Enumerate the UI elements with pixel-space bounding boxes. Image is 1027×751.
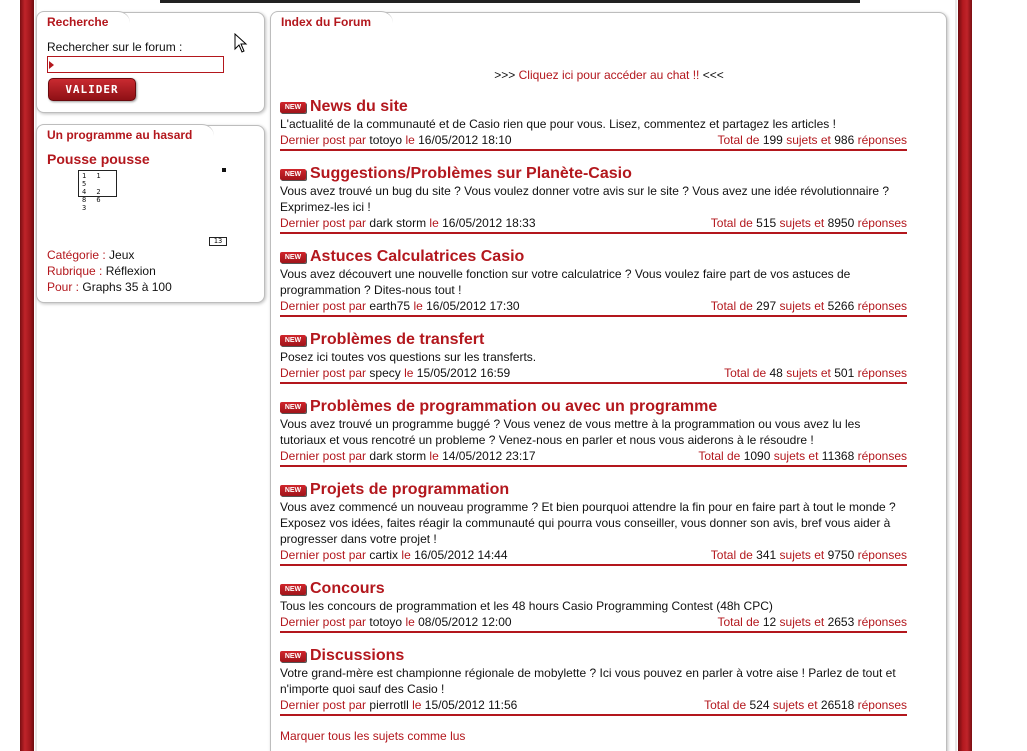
- replies-label: réponses: [857, 299, 907, 313]
- subjects-count: 297: [756, 299, 777, 313]
- last-post-date: 08/05/2012 12:00: [418, 615, 512, 629]
- forum-section-title-link[interactable]: Discussions: [310, 647, 405, 664]
- forum-section-header: [280, 647, 907, 665]
- total-label: Total de: [717, 615, 760, 629]
- forum-section-title-link[interactable]: Concours: [310, 580, 385, 597]
- last-post-link[interactable]: Dernier post par: [280, 133, 367, 147]
- totals-info: [711, 298, 907, 314]
- subjects-count: 1090: [743, 449, 771, 463]
- forum-section-description: Posez ici toutes vos questions sur les transferts.: [280, 350, 537, 364]
- replies-label: réponses: [857, 216, 907, 230]
- totals-info: [717, 614, 907, 630]
- forum-index-panel: [270, 12, 947, 751]
- subjects-label: sujets et: [779, 216, 825, 230]
- section-divider: [280, 714, 907, 716]
- date-separator: le: [401, 548, 411, 562]
- new-badge-icon: NEW: [280, 169, 306, 180]
- forum-section: [280, 580, 907, 633]
- platform-value: Graphs 35 à 100: [82, 280, 172, 294]
- forum-section: [280, 331, 907, 384]
- new-badge-icon: NEW: [280, 651, 306, 662]
- forum-section-header: [280, 331, 907, 349]
- replies-count: 26518: [820, 698, 855, 712]
- chat-line: [271, 68, 947, 82]
- last-post-info: [280, 448, 536, 464]
- category-row: [47, 248, 134, 262]
- replies-count: 2653: [827, 615, 855, 629]
- grid-row: 1 1 5: [82, 172, 104, 188]
- section-divider: [280, 382, 907, 384]
- section-divider: [280, 631, 907, 633]
- last-post-info: [280, 132, 512, 148]
- last-post-link[interactable]: Dernier post par: [280, 698, 367, 712]
- forum-section-description: Vous avez trouvé un bug du site ? Vous voulez donner votre avis sur le site ? Vous avez une idée révolutionnaire ? Exprimez-les ici !: [280, 184, 890, 214]
- subjects-count: 199: [762, 133, 783, 147]
- forum-section-description: Vous avez trouvé un programme buggé ? Vous venez de vous mettre à la programmation ou vous avez lu les tutoriaux et vous rencotré un probleme ? Venez-nous en parler et nous vous aiderons à le résoudre !: [280, 417, 861, 447]
- date-separator: le: [429, 216, 439, 230]
- last-post-date: 15/05/2012 11:56: [424, 698, 518, 712]
- last-post-date: 16/05/2012 14:44: [414, 548, 508, 562]
- forum-section-header: [280, 165, 907, 183]
- totals-info: [711, 547, 907, 563]
- last-post-author[interactable]: dark storm: [369, 449, 427, 463]
- last-post-date: 16/05/2012 18:33: [442, 216, 536, 230]
- search-panel: [36, 12, 265, 113]
- forum-section: [280, 481, 907, 566]
- last-post-link[interactable]: Dernier post par: [280, 366, 367, 380]
- last-post-author[interactable]: dark storm: [369, 216, 427, 230]
- forum-section-title-link[interactable]: Suggestions/Problèmes sur Planète-Casio: [310, 165, 632, 182]
- last-post-info: [280, 298, 520, 314]
- last-post-link[interactable]: Dernier post par: [280, 299, 367, 313]
- new-badge-icon: NEW: [280, 102, 306, 113]
- last-post-date: 16/05/2012 17:30: [426, 299, 520, 313]
- left-border-rail: [20, 0, 34, 751]
- forum-section-header: [280, 398, 907, 416]
- mark-all-read-link[interactable]: Marquer tous les sujets comme lus: [280, 729, 466, 743]
- forum-section: [280, 647, 907, 716]
- forum-section: [280, 398, 907, 467]
- new-badge-icon: NEW: [280, 252, 306, 263]
- last-post-info: [280, 547, 508, 563]
- new-badge-icon: NEW: [280, 584, 306, 595]
- random-program-panel: [36, 125, 265, 303]
- subjects-label: sujets et: [773, 449, 819, 463]
- total-label: Total de: [710, 548, 753, 562]
- forum-section-title-link[interactable]: News du site: [310, 98, 408, 115]
- new-badge-icon: NEW: [280, 485, 306, 496]
- forum-section-description: Votre grand-mère est championne régionale de mobylette ? Ici vous pouvez en parler à votre aise ! Parlez de tout et n'importe quoi sauf des Casio !: [280, 666, 896, 696]
- forum-section-title-link[interactable]: Projets de programmation: [310, 481, 510, 498]
- section-divider: [280, 315, 907, 317]
- replies-count: 9750: [827, 548, 855, 562]
- last-post-author[interactable]: specy: [369, 366, 401, 380]
- totals-info: [698, 448, 907, 464]
- category-value: Jeux: [109, 248, 135, 262]
- date-separator: le: [429, 449, 439, 463]
- total-label: Total de: [717, 133, 760, 147]
- forum-section-stats: [280, 448, 907, 464]
- subjects-label: sujets et: [779, 299, 825, 313]
- forum-section-stats: [280, 697, 907, 713]
- date-separator: le: [404, 366, 414, 380]
- rubric-label: Rubrique :: [47, 264, 103, 278]
- search-label: Rechercher sur le forum :: [47, 40, 183, 54]
- forum-section-title-link[interactable]: Problèmes de transfert: [310, 331, 485, 348]
- totals-info: [711, 215, 907, 231]
- last-post-link[interactable]: Dernier post par: [280, 548, 367, 562]
- date-separator: le: [405, 615, 415, 629]
- grid-row: 8 6 3: [82, 196, 104, 212]
- chat-suffix: <<<: [702, 68, 724, 82]
- forum-section-stats: [280, 365, 907, 381]
- search-input[interactable]: [47, 56, 224, 73]
- last-post-author[interactable]: pierrotll: [369, 698, 409, 712]
- forum-section-stats: [280, 132, 907, 148]
- last-post-author[interactable]: totoyo: [369, 615, 403, 629]
- random-program-title: Un programme au hasard: [36, 124, 214, 147]
- totals-info: [704, 697, 907, 713]
- subjects-label: sujets et: [779, 615, 825, 629]
- last-post-info: [280, 365, 510, 381]
- replies-count: 501: [834, 366, 855, 380]
- replies-count: 986: [834, 133, 855, 147]
- forum-section-description: Vous avez découvert une nouvelle fonction sur votre calculatrice ? Vous voulez faire part de vos astuces de programmation ? Dites-nous tout !: [280, 267, 851, 297]
- total-label: Total de: [724, 366, 767, 380]
- subjects-count: 524: [749, 698, 770, 712]
- forum-section-stats: [280, 614, 907, 630]
- forum-section-title-link[interactable]: Astuces Calculatrices Casio: [310, 248, 525, 265]
- rubric-row: [47, 264, 156, 278]
- top-banner-edge: [160, 0, 860, 3]
- last-post-link[interactable]: Dernier post par: [280, 615, 367, 629]
- replies-count: 11368: [821, 449, 855, 463]
- subjects-label: sujets et: [779, 548, 825, 562]
- text-caret-icon: [49, 61, 54, 69]
- last-post-info: [280, 215, 536, 231]
- totals-info: [724, 365, 907, 381]
- category-label: Catégorie :: [47, 248, 106, 262]
- last-post-info: [280, 614, 512, 630]
- last-post-date: 16/05/2012 18:10: [418, 133, 512, 147]
- forum-section: [280, 165, 907, 234]
- last-post-link[interactable]: Dernier post par: [280, 216, 367, 230]
- forum-section-description: Tous les concours de programmation et les 48 hours Casio Programming Contest (48h CPC): [280, 599, 773, 613]
- last-post-author[interactable]: earth75: [369, 299, 411, 313]
- total-label: Total de: [710, 216, 753, 230]
- forum-section-stats: [280, 215, 907, 231]
- new-badge-icon: NEW: [280, 335, 306, 346]
- date-separator: le: [405, 133, 415, 147]
- last-post-author[interactable]: cartix: [369, 548, 399, 562]
- subjects-count: 341: [756, 548, 777, 562]
- platform-label: Pour :: [47, 280, 80, 294]
- replies-label: réponses: [857, 366, 907, 380]
- section-divider: [280, 149, 907, 151]
- last-post-date: 14/05/2012 23:17: [442, 449, 536, 463]
- total-label: Total de: [698, 449, 741, 463]
- forum-section-header: [280, 481, 907, 499]
- last-post-date: 15/05/2012 16:59: [416, 366, 511, 380]
- forum-section-stats: [280, 547, 907, 563]
- last-post-link[interactable]: Dernier post par: [280, 449, 367, 463]
- replies-label: réponses: [857, 449, 907, 463]
- subjects-count: 515: [756, 216, 777, 230]
- platform-row: [47, 280, 172, 294]
- forum-section: [280, 98, 907, 151]
- chat-link[interactable]: Cliquez ici pour accéder au chat !!: [518, 68, 700, 82]
- forum-section-header: [280, 580, 907, 598]
- last-post-author[interactable]: totoyo: [369, 133, 403, 147]
- forum-section: [280, 248, 907, 317]
- total-label: Total de: [710, 299, 753, 313]
- replies-count: 8950: [827, 216, 855, 230]
- rubric-value: Réflexion: [105, 264, 156, 278]
- replies-label: réponses: [857, 133, 907, 147]
- forum-section-header: [280, 248, 907, 266]
- program-screenshot[interactable]: [78, 170, 117, 212]
- new-badge-icon: NEW: [280, 402, 306, 413]
- date-separator: le: [412, 698, 422, 712]
- forum-section-description: L'actualité de la communauté et de Casio rien que pour vous. Lisez, commentez et partagez les articles !: [280, 117, 836, 131]
- subjects-label: sujets et: [786, 133, 831, 147]
- last-post-info: [280, 697, 517, 713]
- screenshot-pixel-dot: [222, 168, 226, 172]
- search-panel-title: Recherche: [36, 11, 130, 34]
- section-divider: [280, 564, 907, 566]
- replies-label: réponses: [857, 698, 907, 712]
- forum-index-title: Index du Forum: [270, 11, 393, 34]
- forum-section-stats: [280, 298, 907, 314]
- subjects-label: sujets et: [786, 366, 831, 380]
- subjects-count: 48: [769, 366, 783, 380]
- grid-row: 4 2: [82, 188, 104, 196]
- date-separator: le: [413, 299, 423, 313]
- validate-button[interactable]: VALIDER: [48, 78, 136, 101]
- right-border-rail: [958, 0, 972, 751]
- replies-label: réponses: [857, 615, 907, 629]
- totals-info: [717, 132, 907, 148]
- program-name-link[interactable]: Pousse pousse: [47, 151, 150, 167]
- forum-section-description: Vous avez commencé un nouveau programme ? Et bien pourquoi attendre la fin pour en faire part à tout le monde ? Exposez vos idées, faites réagir la communauté qui pourra vous conseiller, vous donner son avis, bref vous aider à progresser dans votre projet !: [280, 500, 896, 546]
- screenshot-counter-box: 13: [209, 237, 227, 246]
- chat-prefix: >>>: [494, 68, 516, 82]
- replies-label: réponses: [857, 548, 907, 562]
- subjects-label: sujets et: [772, 698, 818, 712]
- replies-count: 5266: [827, 299, 855, 313]
- section-divider: [280, 232, 907, 234]
- section-divider: [280, 465, 907, 467]
- total-label: Total de: [704, 698, 747, 712]
- forum-section-title-link[interactable]: Problèmes de programmation ou avec un programme: [310, 398, 718, 415]
- forum-section-header: [280, 98, 907, 116]
- subjects-count: 12: [762, 615, 777, 629]
